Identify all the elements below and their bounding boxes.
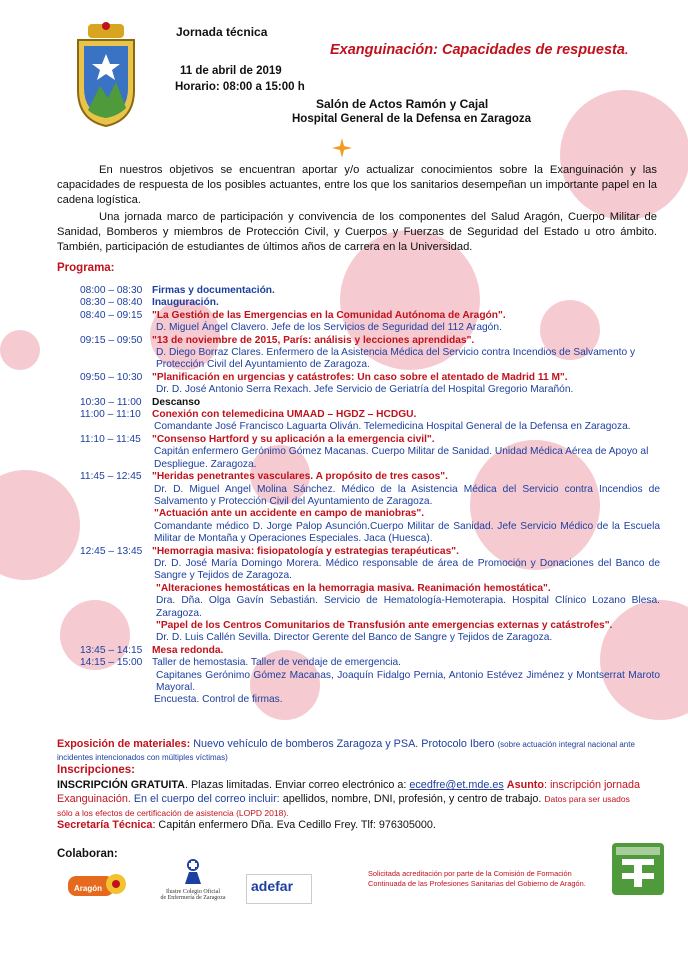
- event-hours: Horario: 08:00 a 15:00 h: [175, 81, 305, 93]
- asunto-label: Asunto: [506, 779, 544, 791]
- program-list: [80, 285, 660, 707]
- program-time: 09:50 – 10:30: [80, 371, 143, 383]
- program-time: 12:45 – 13:45: [80, 545, 143, 557]
- event-title-text: Exanguinación: Capacidades de respuesta: [330, 42, 625, 58]
- body-label: En el cuerpo del correo incluir:: [133, 793, 280, 805]
- program-row: [80, 285, 660, 297]
- program-title: "La Gestión de las Emergencias en la Comunidad Autónoma de Aragón".: [152, 309, 506, 321]
- program-speaker: Encuesta. Control de firmas.: [154, 694, 283, 706]
- program-title: "Hemorragia masiva: fisiopatología y estrategias terapéuticas".: [152, 545, 459, 557]
- inscripciones-label: Inscripciones:: [57, 764, 135, 776]
- program-speaker: Comandante José Francisco Laguarta Oliván. Telemedicina Hospital General de la Defensa en Zaragoza.: [154, 421, 631, 433]
- body-text: apellidos, nombre, DNI, profesión, y centro de trabajo.: [282, 793, 542, 805]
- event-venue: Salón de Actos Ramón y Cajal: [316, 97, 489, 111]
- program-title: "Heridas penetrantes vasculares. A propósito de tres casos".: [152, 471, 448, 483]
- email-link[interactable]: ecedfre@et.mde.es: [409, 779, 504, 791]
- program-title: "Planificación en urgencias y catástrofes: Un caso sobre el atentado de Madrid 11 M".: [152, 371, 568, 383]
- program-title: "13 de noviembre de 2015, París: análisis y lecciones aprendidas".: [152, 334, 475, 346]
- program-row: [80, 409, 660, 421]
- exposicion-label: Exposición de materiales:: [57, 738, 191, 750]
- program-title: Mesa redonda.: [152, 644, 224, 656]
- program-time: 10:30 – 11:00: [80, 396, 142, 408]
- event-title: [330, 42, 628, 58]
- coat-of-arms-logo: [70, 20, 142, 128]
- program-speaker: D. Diego Borraz Clares. Enfermero de la Asistencia Médica del Servicio contra Incendios de Salvamento y Protección Civil del Ayuntamiento de Zaragoza.: [156, 347, 636, 371]
- colaboran-label: Colaboran:: [57, 848, 118, 860]
- intro-paragraph-2: [57, 210, 657, 255]
- program-title: Taller de hemostasia. Taller de vendaje de emergencia.: [152, 657, 401, 669]
- program-speaker: D. Miguel Ángel Clavero. Jefe de los Servicios de Seguridad del 112 Aragón.: [156, 322, 502, 334]
- star-icon: [331, 137, 353, 159]
- event-date: 11 de abril de 2019: [180, 65, 282, 77]
- logo-adefar-text: adefar: [251, 878, 294, 894]
- program-row: [80, 372, 660, 384]
- program-time: 08:00 – 08:30: [80, 285, 143, 296]
- program-row: [80, 471, 660, 483]
- program-title: "Consenso Hartford y su aplicación a la emergencia civil".: [152, 433, 435, 445]
- accreditation-note: Solicitada acreditación por parte de la Comisión de Formación Continuada de las Profesiones Sanitarias del Gobierno de Aragón.: [368, 869, 586, 888]
- program-row: [80, 657, 660, 669]
- program-row: [80, 434, 660, 446]
- program-speaker: Dra. Dña. Olga Gavín Sebastián. Servicio de Hematología-Hemoterapia. Hospital Clínico Lozano Blesa. Zaragoza.: [156, 595, 660, 619]
- program-speaker: Dr. D. José María Domingo Morera. Médico responsable de área de Promoción y Donaciones del Banco de Sangre y Tejidos de Zaragoza.: [154, 557, 660, 582]
- event-title-suffix: .: [624, 43, 629, 57]
- program-title: Descanso: [152, 396, 201, 408]
- program-title: Firmas y documentación.: [152, 285, 275, 296]
- event-label: Jornada técnica: [176, 25, 268, 39]
- program-row: [80, 297, 660, 309]
- program-time: 08:30 – 08:40: [80, 297, 143, 309]
- program-time: 09:15 – 09:50: [80, 334, 143, 346]
- logo-colegio-line2: de Enfermería de Zaragoza: [160, 895, 226, 901]
- intro-paragraph-1: [57, 163, 657, 208]
- decor-circle: [0, 330, 40, 370]
- program-time: 11:45 – 12:45: [80, 471, 142, 483]
- lopd-note: Datos para ser usados sólo a los efectos de certificación de asistencia (LOPD 2018).: [57, 794, 630, 818]
- asunto-text: : inscripción jornada Exanguinación.: [57, 779, 641, 805]
- logo-colegio-line1: Ilustre Colegio Oficial: [166, 889, 220, 895]
- program-row: [80, 310, 660, 322]
- program-time: 14:15 – 15:00: [80, 657, 143, 669]
- program-time: 11:10 – 11:45: [80, 433, 141, 445]
- program-speaker: Capitán enfermero Gerónimo Gómez Macanas. Cuerpo Militar de Sanidad. Unidad Médica Aérea de Apoyo al Despliegue. Zaragoza.: [154, 446, 649, 470]
- logo-colegio-enfermeria: [148, 858, 238, 908]
- program-title: "Papel de los Centros Comunitarios de Transfusión ante emergencias externas y catástrofes".: [156, 619, 613, 631]
- free-registration: INSCRIPCIÓN GRATUITA: [57, 779, 185, 791]
- secretaria-text: : Capitán enfermero Dña. Eva Cedillo Frey. Tlf: 976305000.: [152, 819, 436, 831]
- program-time: 13:45 – 14:15: [80, 644, 143, 656]
- intro-p2-text: Una jornada marco de participación y convivencia de los componentes del Salud Aragón, Cuerpo Militar de Sanidad, Bomberos y miembros de Protección Civil, y Cuerpos y Fuerzas de Seguridad del Estado u otro ámbito. También, participación de estudiantes de últimos años de carrera en la Universidad.: [57, 211, 657, 253]
- logo-formacion-continuada: [612, 843, 664, 895]
- program-row: [80, 335, 660, 347]
- program-row: [80, 546, 660, 558]
- program-row: [80, 397, 660, 409]
- program-heading: Programa:: [57, 262, 115, 274]
- program-speaker: Dr. D. Luis Callén Sevilla. Director Gerente del Banco de Sangre y Tejidos de Zaragoza.: [156, 632, 553, 644]
- event-hospital: Hospital General de la Defensa en Zaragoza: [292, 113, 532, 125]
- program-time: 08:40 – 09:15: [80, 309, 143, 321]
- decor-circle: [0, 470, 80, 580]
- program-speaker: Capitanes Gerónimo Gómez Macanas, Joaquín Fidalgo Pernia, Antonio Estévez Jiménez y Montserrat Maroto Mayoral.: [156, 669, 660, 693]
- logo-aragon-text: Aragón: [74, 884, 102, 893]
- logo-aragon: [68, 872, 128, 900]
- inscripciones-text: [57, 778, 647, 820]
- program-speaker: Dr. D. Miguel Angel Molina Sánchez. Médico de la Asistencia Médica del Servicio contra Incendios de Salvamento y Protección Civil del Ayuntamiento de Zaragoza.: [154, 483, 660, 507]
- nurse-icon: [181, 858, 205, 884]
- program-title: Inauguración.: [152, 297, 219, 309]
- exposicion-text: Nuevo vehículo de bomberos Zaragoza y PSA. Protocolo Ibero: [193, 738, 495, 750]
- intro-p1-text: En nuestros objetivos se encuentran aportar y/o actualizar conocimientos sobre la Exanguinación y las capacidades de respuesta de los posibles actuantes, entre los que los sanitarios desempeñan un importante papel en la cadena logística.: [57, 164, 657, 206]
- inscripciones-text1: . Plazas limitadas. Enviar correo electrónico a:: [184, 779, 407, 791]
- program-title: Conexión con telemedicina UMAAD – HGDZ – HCDGU.: [152, 409, 417, 421]
- program-time: 11:00 – 11:10: [80, 409, 141, 421]
- program-row: [80, 645, 660, 657]
- program-title: "Alteraciones hemostáticas en la hemorragia masiva. Reanimación hemostática".: [156, 582, 551, 594]
- program-speaker: Dr. D. José Antonio Serra Rexach. Jefe Servicio de Geriatría del Hospital Gregorio Marañón.: [156, 384, 574, 396]
- program-title: "Actuación ante un accidente en campo de maniobras".: [154, 508, 425, 520]
- logo-adefar: [246, 874, 312, 904]
- exposicion-section: [57, 738, 657, 764]
- secretaria-label: Secretaría Técnica: [57, 819, 153, 831]
- program-speaker: Comandante médico D. Jorge Palop Asunción.Cuerpo Militar de Sanidad. Jefe Servicio Médico de la Escuela Militar de Montaña y Operaciones Especiales. Jaca (Huesca).: [154, 520, 660, 545]
- secretaria-section: [57, 819, 436, 831]
- exposicion-note: (sobre actuación integral nacional ante incidentes intencionados con múltiples víctimas): [57, 740, 635, 762]
